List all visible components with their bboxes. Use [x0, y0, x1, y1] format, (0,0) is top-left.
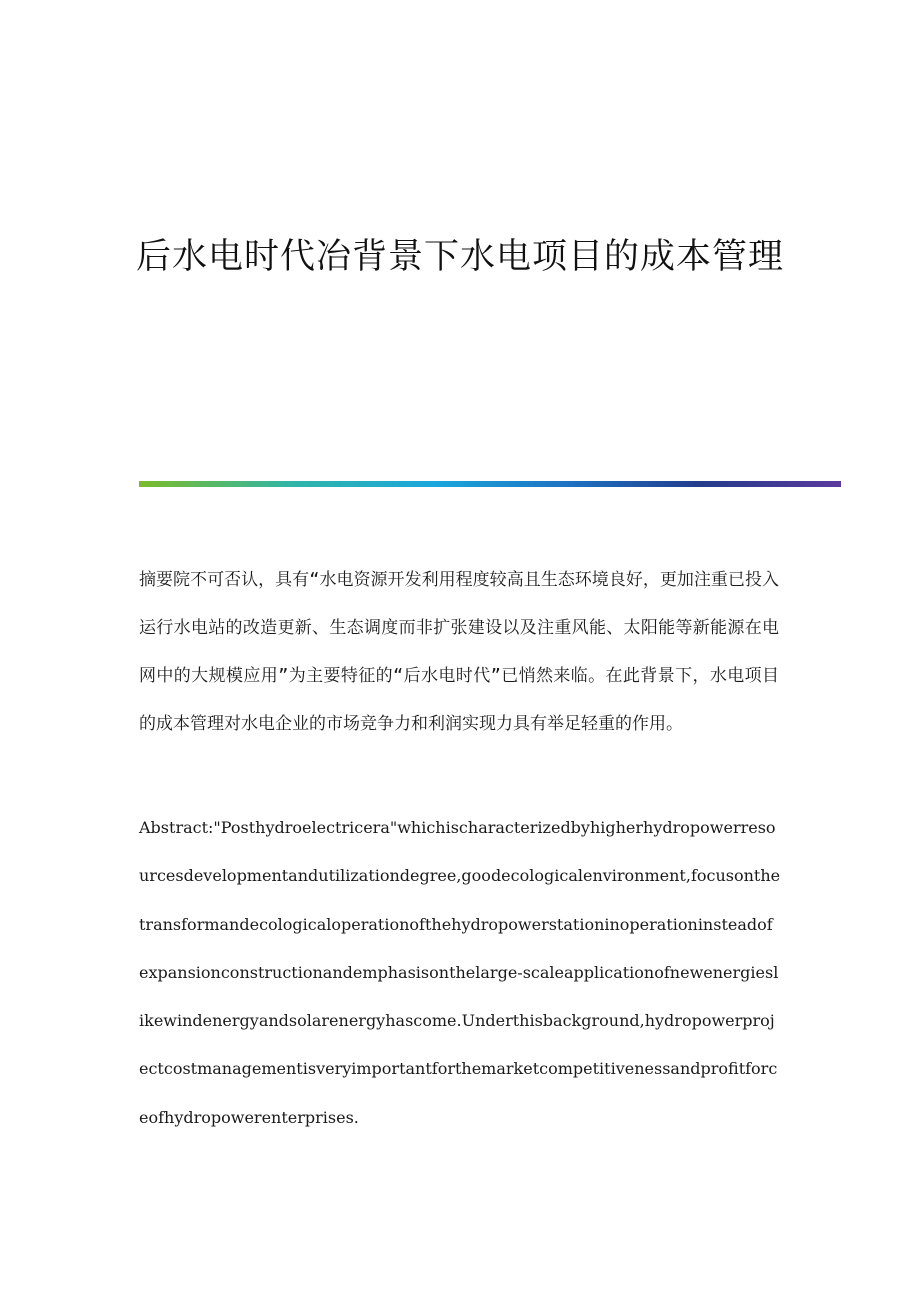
abstract-english: Abstract:"Posthydroelectricera"whichischaracterizedbyhigherhydropowerresourcesdevelopmentandutilizationdegree,goodecologicalenvironment,focusonthetransformandecologicaloperationofthehydropowerstationinoperationinsteadofexpansionconstructionandemphasisonthelarge-scaleapplicationofnewenergieslikewindenergyandsolarenergyhascome.Underthisbackground,hydropowerprojectcostmanagementisveryimportantforthemarketcompetitivenessandprofitforceofhydropowerenterprises.	[139, 818, 781, 1127]
abstract-chinese: 摘要院不可否认，具有“水电资源开发利用程度较高且生态环境良好，更加注重已投入运行水电站的改造更新、生态调度而非扩张建设以及注重风能、太阳能等新能源在电网中的大规模应用”为主要特征的“后水电时代”已悄然来临。在此背景下，水电项目的成本管理对水电企业的市场竞争力和利润实现力具有举足轻重的作用。	[139, 570, 779, 734]
title-divider	[139, 481, 841, 487]
document-title: 后水电时代冶背景下水电项目的成本管理	[135, 237, 784, 277]
